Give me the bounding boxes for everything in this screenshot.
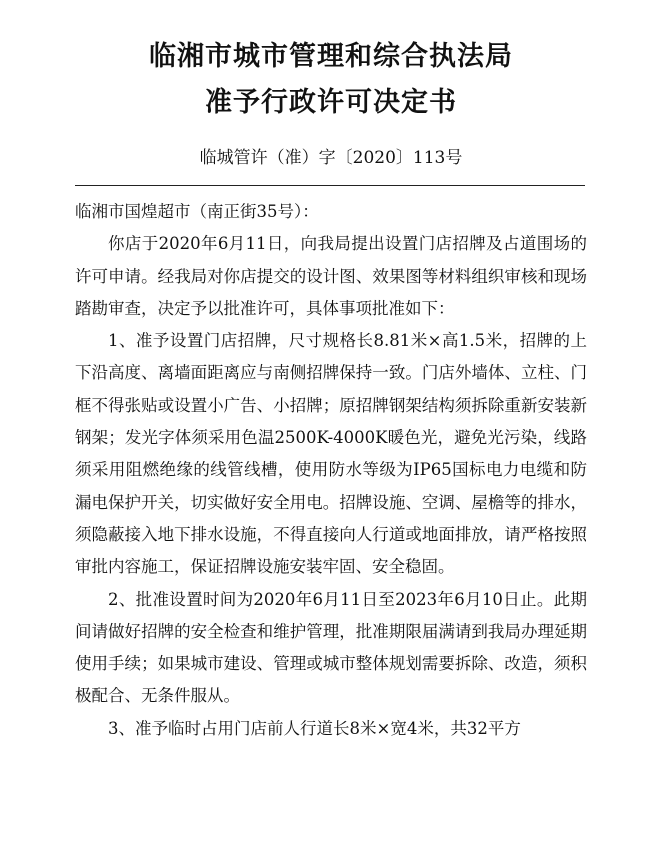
document-body <box>75 196 587 745</box>
agency-title: 临湘市城市管理和综合执法局 <box>149 41 513 72</box>
item-2-paragraph: 2、批准设置时间为2020年6月11日至2023年6月10日止。此期间请做好招牌的安全检查和维护管理，批准期限届满请到我局办理延期使用手续；如果城市建设、管理或城市整体规划需要拆除、改造，须积极配合、无条件服从。 <box>75 589 587 706</box>
document-type-title: 准予行政许可决定书 <box>205 87 457 118</box>
item-3-paragraph: 3、准予临时占用门店前人行道长8米×宽4米，共32平方 <box>108 718 521 738</box>
item-1-paragraph: 1、准予设置门店招牌，尺寸规格长8.81米×高1.5米，招牌的上下沿高度、离墙面距离应与南侧招牌保持一致。门店外墙体、立柱、门框不得张贴或设置小广告、小招牌；原招牌钢架结构须拆除重新安装新钢架；发光字体须采用色温2500K-4000K暖色光，避免光污染，线路须采用阻燃绝缘的线管线槽，使用防水等级为IP65国标电力电缆和防漏电保护开关，切实做好安全用电。招牌设施、空调、屋檐等的排水，须隐蔽接入地下排水设施，不得直接向人行道或地面排放，请严格按照审批内容施工，保证招牌设施安装牢固、安全稳固。 <box>75 331 587 577</box>
intro-paragraph: 你店于2020年6月11日，向我局提出设置门店招牌及占道围场的许可申请。经我局对你店提交的设计图、效果图等材料组织审核和现场踏勘审查，决定予以批准许可，具体事项批准如下： <box>75 234 587 318</box>
header-divider <box>75 185 585 186</box>
addressee: 临湘市国煌超市（南正街35号）： <box>75 202 319 221</box>
document-number: 临城管许（准）字〔2020〕113号 <box>199 148 463 168</box>
